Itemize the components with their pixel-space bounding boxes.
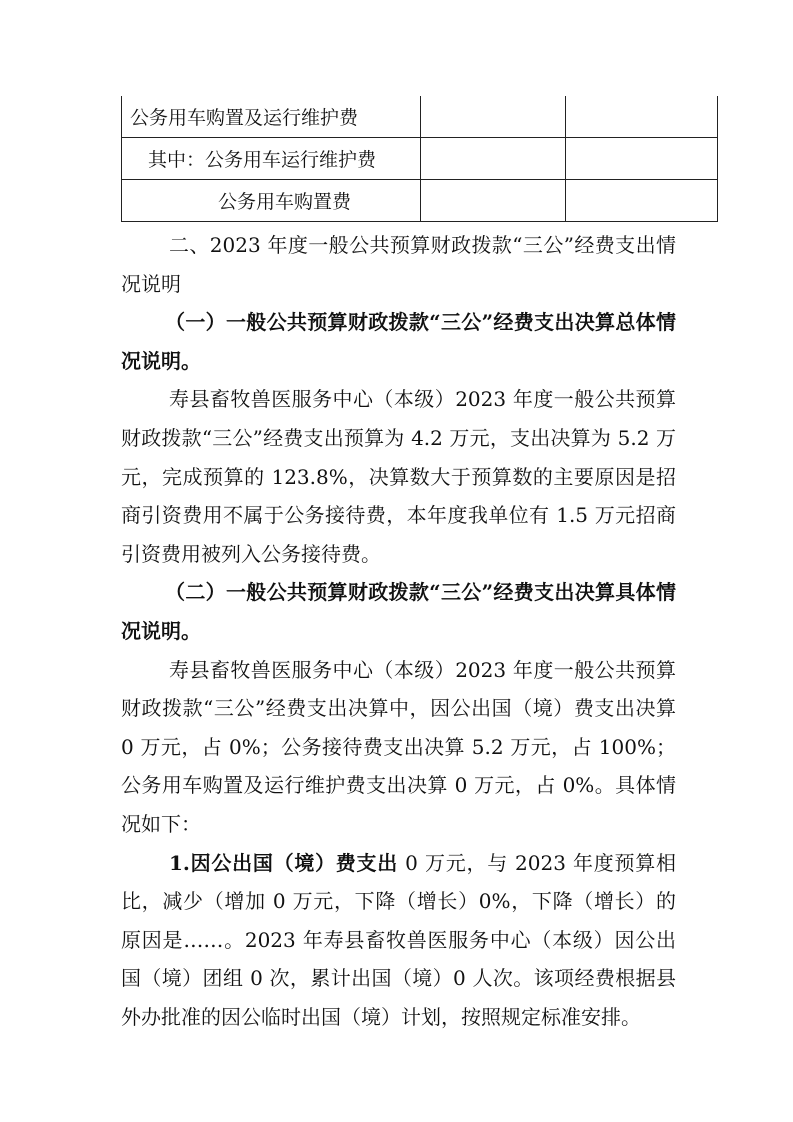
table-cell: [421, 180, 566, 222]
table-cell: [566, 180, 718, 222]
body-text: [121, 226, 676, 1036]
table-cell: [566, 96, 718, 138]
paragraph-item-1: [121, 844, 676, 1037]
expense-table: [121, 96, 718, 222]
subsection-heading-1: （一）一般公共预算财政拨款“三公”经费支出决算总体情况说明。: [121, 310, 676, 373]
table-cell: [566, 138, 718, 180]
table-cell-label: 公务用车购置及运行维护费: [122, 96, 421, 138]
table-row: [122, 180, 718, 222]
table-cell-label: 公务用车购置费: [122, 180, 421, 222]
table-row: [122, 96, 718, 138]
table-cell-label: 其中：公务用车运行维护费: [122, 138, 421, 180]
table-cell: [421, 138, 566, 180]
paragraph-detail: 寿县畜牧兽医服务中心（本级）2023 年度一般公共预算财政拨款“三公”经费支出决算中，因公出国（境）费支出决算 0 万元，占 0%；公务接待费支出决算 5.2 万元，占 100%；公务用车购置及运行维护费支出决算 0 万元，占 0%。具体情况如下：: [121, 657, 676, 836]
paragraph-overall: 寿县畜牧兽医服务中心（本级）2023 年度一般公共预算财政拨款“三公”经费支出预算为 4.2 万元，支出决算为 5.2 万元，完成预算的 123.8%，决算数大于预算数的主要原因是招商引资费用不属于公务接待费，本年度我单位有 1.5 万元招商引资费用被列入公务接待费。: [121, 387, 676, 566]
section-heading: 二、2023 年度一般公共预算财政拨款“三公”经费支出情况说明: [121, 233, 676, 296]
table-cell: [421, 96, 566, 138]
subsection-heading-2: （二）一般公共预算财政拨款“三公”经费支出决算具体情况说明。: [121, 580, 676, 643]
table-row: [122, 138, 718, 180]
item-1-title: 1.因公出国（境）费支出: [169, 850, 399, 875]
item-1-text: 0 万元，与 2023 年度预算相比，减少（增加 0 万元，下降（增长）0%，下降（增长）的原因是……。2023 年寿县畜牧兽医服务中心（本级）因公出国（境）团组 0 次，累计出国（境）0 人次。该项经费根据县外办批准的因公临时出国（境）计划，按照规定标准安排。: [121, 850, 676, 1029]
